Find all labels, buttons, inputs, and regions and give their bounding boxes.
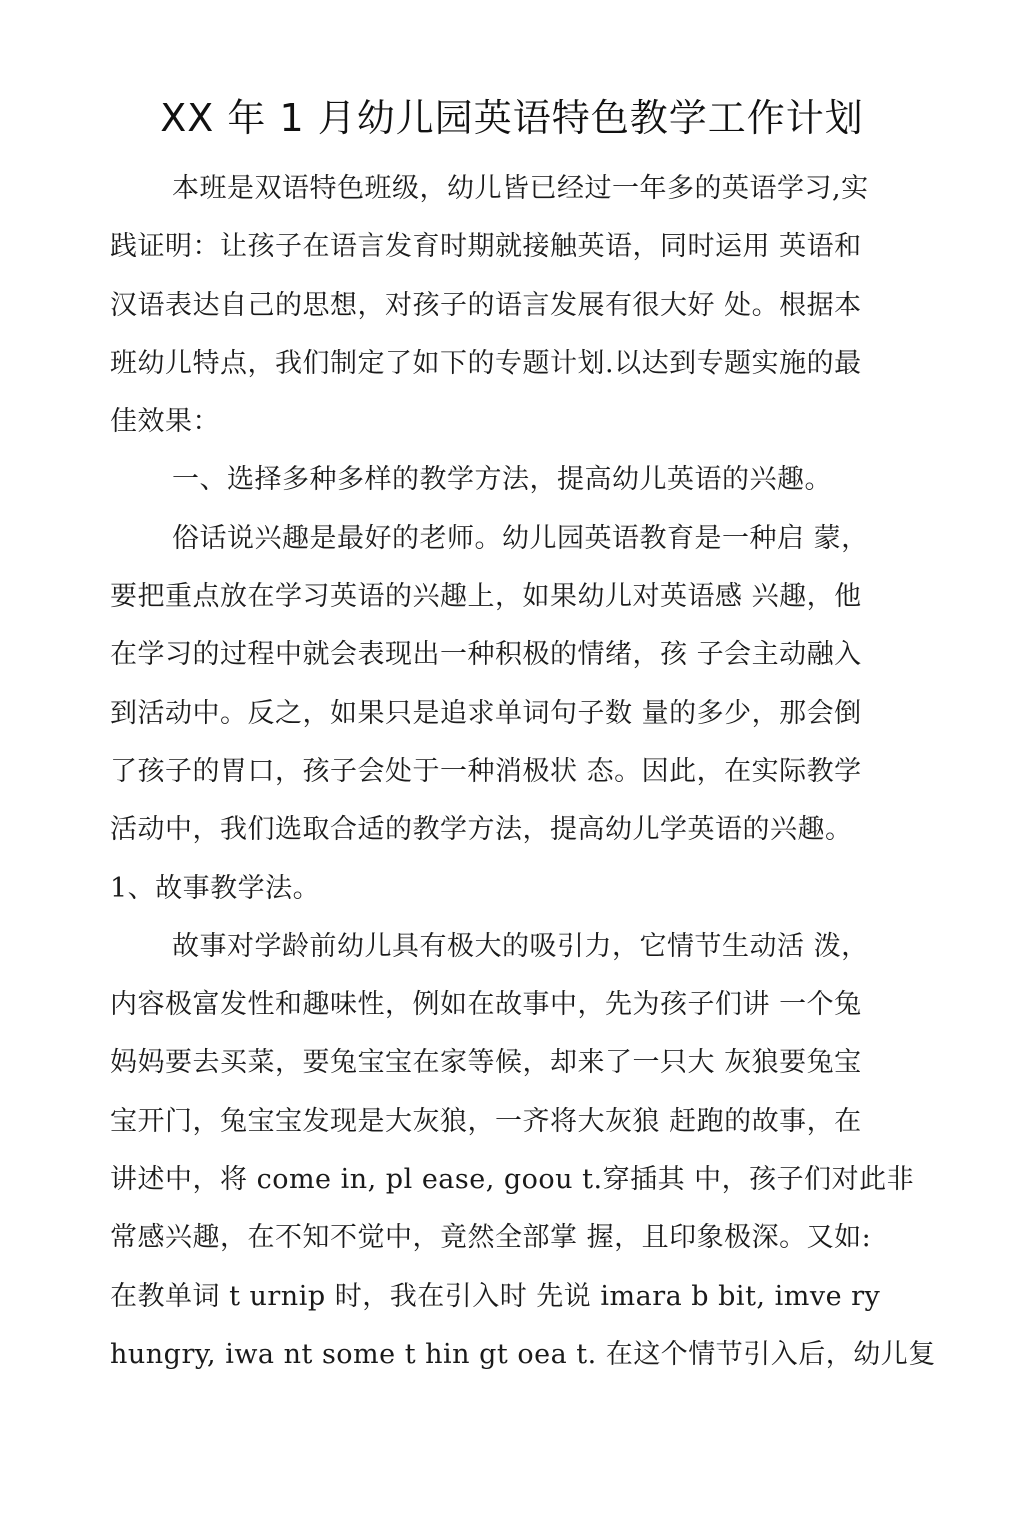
text-line: 在学习的过程中就会表现出一种积极的情绪，孩 子会主动融入 [110, 639, 862, 671]
text-line: 讲述中，将 come in, pl ease, goou t.穿插其 中，孩子们对此非 [110, 1164, 915, 1196]
document-body [110, 160, 940, 1384]
text-line: 一、选择多种多样的教学方法，提高幼儿英语的兴趣。 [172, 464, 832, 496]
text-line: 汉语表达自己的思想，对孩子的语言发展有很大好 处。根据本 [110, 289, 862, 321]
text-line: 常感兴趣，在不知不觉中，竟然全部掌 握，且印象极深。又如: [110, 1222, 872, 1254]
text-line: 宝开门，兔宝宝发现是大灰狼，一齐将大灰狼 赶跑的故事，在 [110, 1105, 862, 1137]
text-line: 故事对学龄前幼儿具有极大的吸引力，它情节生动活 泼， [172, 930, 869, 962]
text-line: 佳效果： [110, 406, 220, 438]
text-line: 内容极富发性和趣味性，例如在故事中，先为孩子们讲 一个兔 [110, 989, 862, 1021]
text-line: 在教单词 t urnip 时，我在引入时 先说 imara b bit, imve ry [110, 1280, 881, 1312]
text-line: 活动中，我们选取合适的教学方法，提高幼儿学英语的兴趣。 [110, 814, 853, 846]
text-line: 践证明：让孩子在语言发育时期就接触英语，同时运用 英语和 [110, 231, 862, 263]
text-line: 班幼儿特点，我们制定了如下的专题计划.以达到专题实施的最 [110, 347, 862, 379]
text-line: 要把重点放在学习英语的兴趣上，如果幼儿对英语感 兴趣，他 [110, 581, 862, 613]
text-line: 本班是双语特色班级，幼儿皆已经过一年多的英语学习,实 [172, 173, 869, 204]
text-line: 了孩子的胃口，孩子会处于一种消极状 态。因此，在实际教学 [110, 755, 862, 787]
text-line: 妈妈要去买菜，要兔宝宝在家等候，却来了一只大 灰狼要兔宝 [110, 1047, 862, 1079]
text-line: hungry, iwa nt some t hin gt oea t. 在这个情节引入后，幼儿复 [110, 1338, 936, 1370]
text-line: 俗话说兴趣是最好的老师。幼儿园英语教育是一种启 蒙， [172, 522, 869, 554]
text-line: 1、故事教学法。 [110, 872, 321, 904]
document-title: XX 年 1 月幼儿园英语特色教学工作计划 [160, 96, 864, 140]
text-line: 到活动中。反之，如果只是追求单词句子数 量的多少，那会倒 [110, 697, 862, 729]
